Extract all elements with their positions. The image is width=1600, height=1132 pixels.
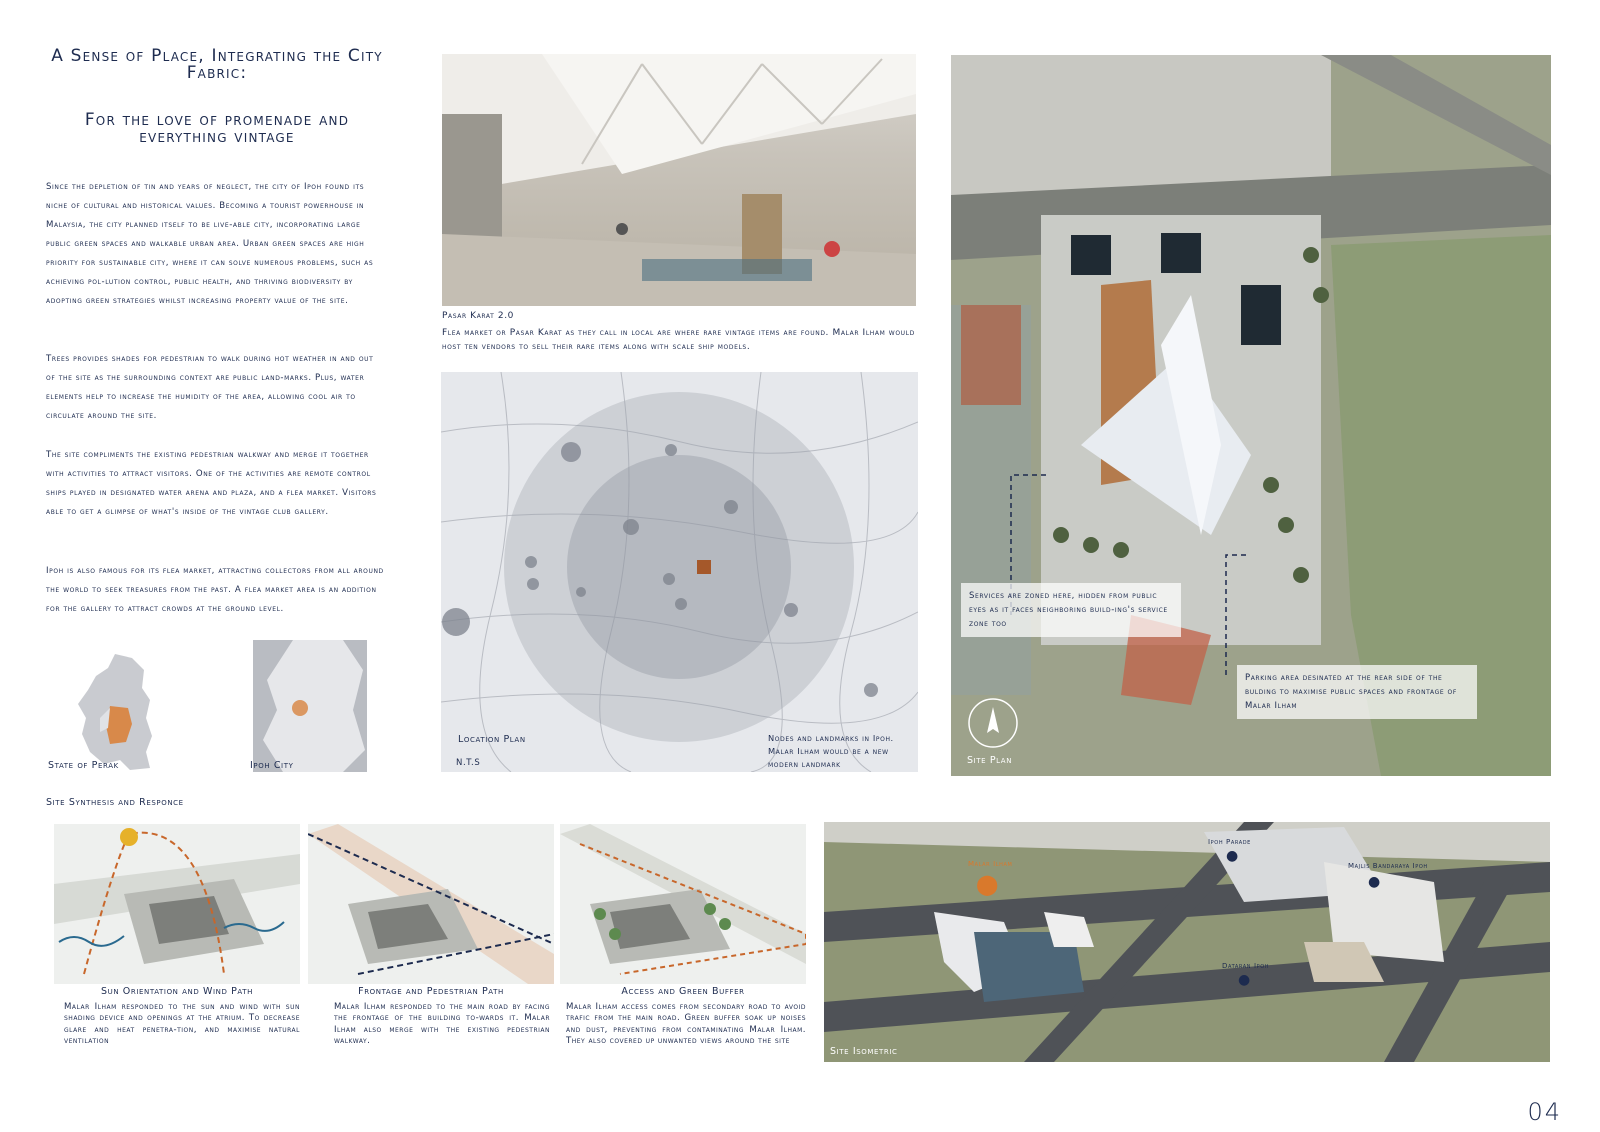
isometric-graphic — [824, 822, 1550, 1062]
atrium-caption: Flea market or Pasar Karat as they call in local are where rare vintage items are found. Malar Ilham would host ten vendors to sell their rare items along with scale ship models. — [442, 328, 915, 352]
site-isometric — [824, 822, 1550, 1062]
state-label: State of Perak — [48, 760, 119, 771]
diagram-2-text: Malar Ilham responded to the main road by facing the frontage of the building to-wards it. Malar Ilham also merge with the existing pedestrian walkway. — [334, 1002, 550, 1047]
paragraph-2: Trees provides shades for pedestrian to walk during hot weather in and out of the site as the surrounding context are public land-marks. Plus, water elements help to increase the humidity of the area, allowing cool air to circulate around the site. — [46, 354, 374, 421]
page-title — [44, 48, 390, 146]
diagram-2-title: Frontage and Pedestrian Path — [358, 986, 504, 997]
map-pin-icon: ● — [1368, 874, 1381, 890]
pin-dataran-label: Dataran Ipoh — [1222, 962, 1270, 970]
location-plan — [441, 372, 918, 772]
pin-ipoh-parade-label: Ipoh Parade — [1208, 838, 1251, 846]
access-graphic — [560, 824, 806, 984]
location-plan-note: Nodes and landmarks in Ipoh. Malar Ilham would be a new modern landmark — [768, 733, 894, 769]
site-plan-label: Site Plan — [967, 755, 1013, 766]
page-number: 04 — [1527, 1098, 1562, 1126]
synthesis-heading: Site Synthesis and Responce — [46, 797, 184, 808]
title-line-1: A Sense of Place, Integrating the City Fabric: — [51, 46, 383, 83]
location-plan-label: Location Plan — [458, 734, 526, 745]
ipoh-map-graphic — [253, 640, 367, 772]
perak-map-graphic — [60, 648, 160, 772]
pin-majlis-label: Majlis Bandaraya Ipoh — [1348, 862, 1428, 870]
map-pin-icon: ⬤ — [976, 872, 999, 896]
location-plan-graphic — [441, 372, 918, 772]
site-plan — [951, 55, 1551, 776]
paragraph-1: Since the depletion of tin and years of neglect, the city of Ipoh found its niche of cultural and historical values. Becoming a tourist powerhouse in Malaysia, the city planned itself to be live-able city, incorporating large public green spaces and walkable urban area. Urban green spaces are high priority for sustainable city, where it can solve numerous problems, such as achieving pol-lution control, public health, and thriving biodiversity by adopting green strategies whilst increasing property value of the site. — [46, 182, 374, 306]
diagram-3-title: Access and Green Buffer — [621, 986, 745, 997]
isometric-label: Site Isometric — [830, 1046, 898, 1057]
city-map — [253, 640, 367, 772]
diagram-3-text: Malar Ilham access comes from secondary road to avoid trafic from the main road. Green buffer soak up noises and dust, preventing from contaminating Malar Ilham. They also covered up unwanted views around the site — [566, 1002, 806, 1047]
frontage-graphic — [308, 824, 554, 984]
parking-note: Parking area desinated at the rear side of the bulding to maximise public spaces and frontage of Malar Ilham — [1237, 665, 1477, 719]
diagram-1-text: Malar Ilham responded to the sun and wind with sun shading device and openings at the atrium. To decrease glare and heat penetra-tion, and maximise natural ventilation — [64, 1002, 300, 1047]
atrium-render — [442, 54, 916, 306]
paragraph-4: Ipoh is also famous for its flea market, attracting collectors from all around the world to seek treasures from the past. A flea market area is an addition for the gallery to attract crowds at the ground level. — [46, 566, 384, 614]
services-note: Services are zoned here, hidden from public eyes as it faces neighboring build-ing's service zone too — [961, 583, 1181, 637]
location-plan-scale: N.T.S — [456, 758, 481, 768]
title-line-2: For the love of promenade and everything vintage — [84, 110, 350, 147]
atrium-render-graphic — [442, 54, 916, 306]
city-label: Ipoh City — [250, 760, 294, 771]
access-diagram — [560, 824, 806, 984]
state-map — [60, 648, 160, 772]
map-pin-icon: ● — [1238, 972, 1251, 988]
paragraph-3: The site compliments the existing pedestrian walkway and merge it together with activities to attract visitors. One of the activities are remote control ships played in designated water arena and plaza, and a flea market. Visitors able to get a glimpse of what's inside of the vintage club gallery. — [46, 450, 377, 517]
sun-wind-graphic — [54, 824, 300, 984]
diagram-1-title: Sun Orientation and Wind Path — [100, 986, 253, 997]
frontage-diagram — [308, 824, 554, 984]
atrium-title: Pasar Karat 2.0 — [442, 311, 514, 321]
map-pin-icon: ● — [1226, 848, 1239, 864]
pin-malar-label: Malar Ilham — [968, 860, 1013, 868]
sun-wind-diagram — [54, 824, 300, 984]
